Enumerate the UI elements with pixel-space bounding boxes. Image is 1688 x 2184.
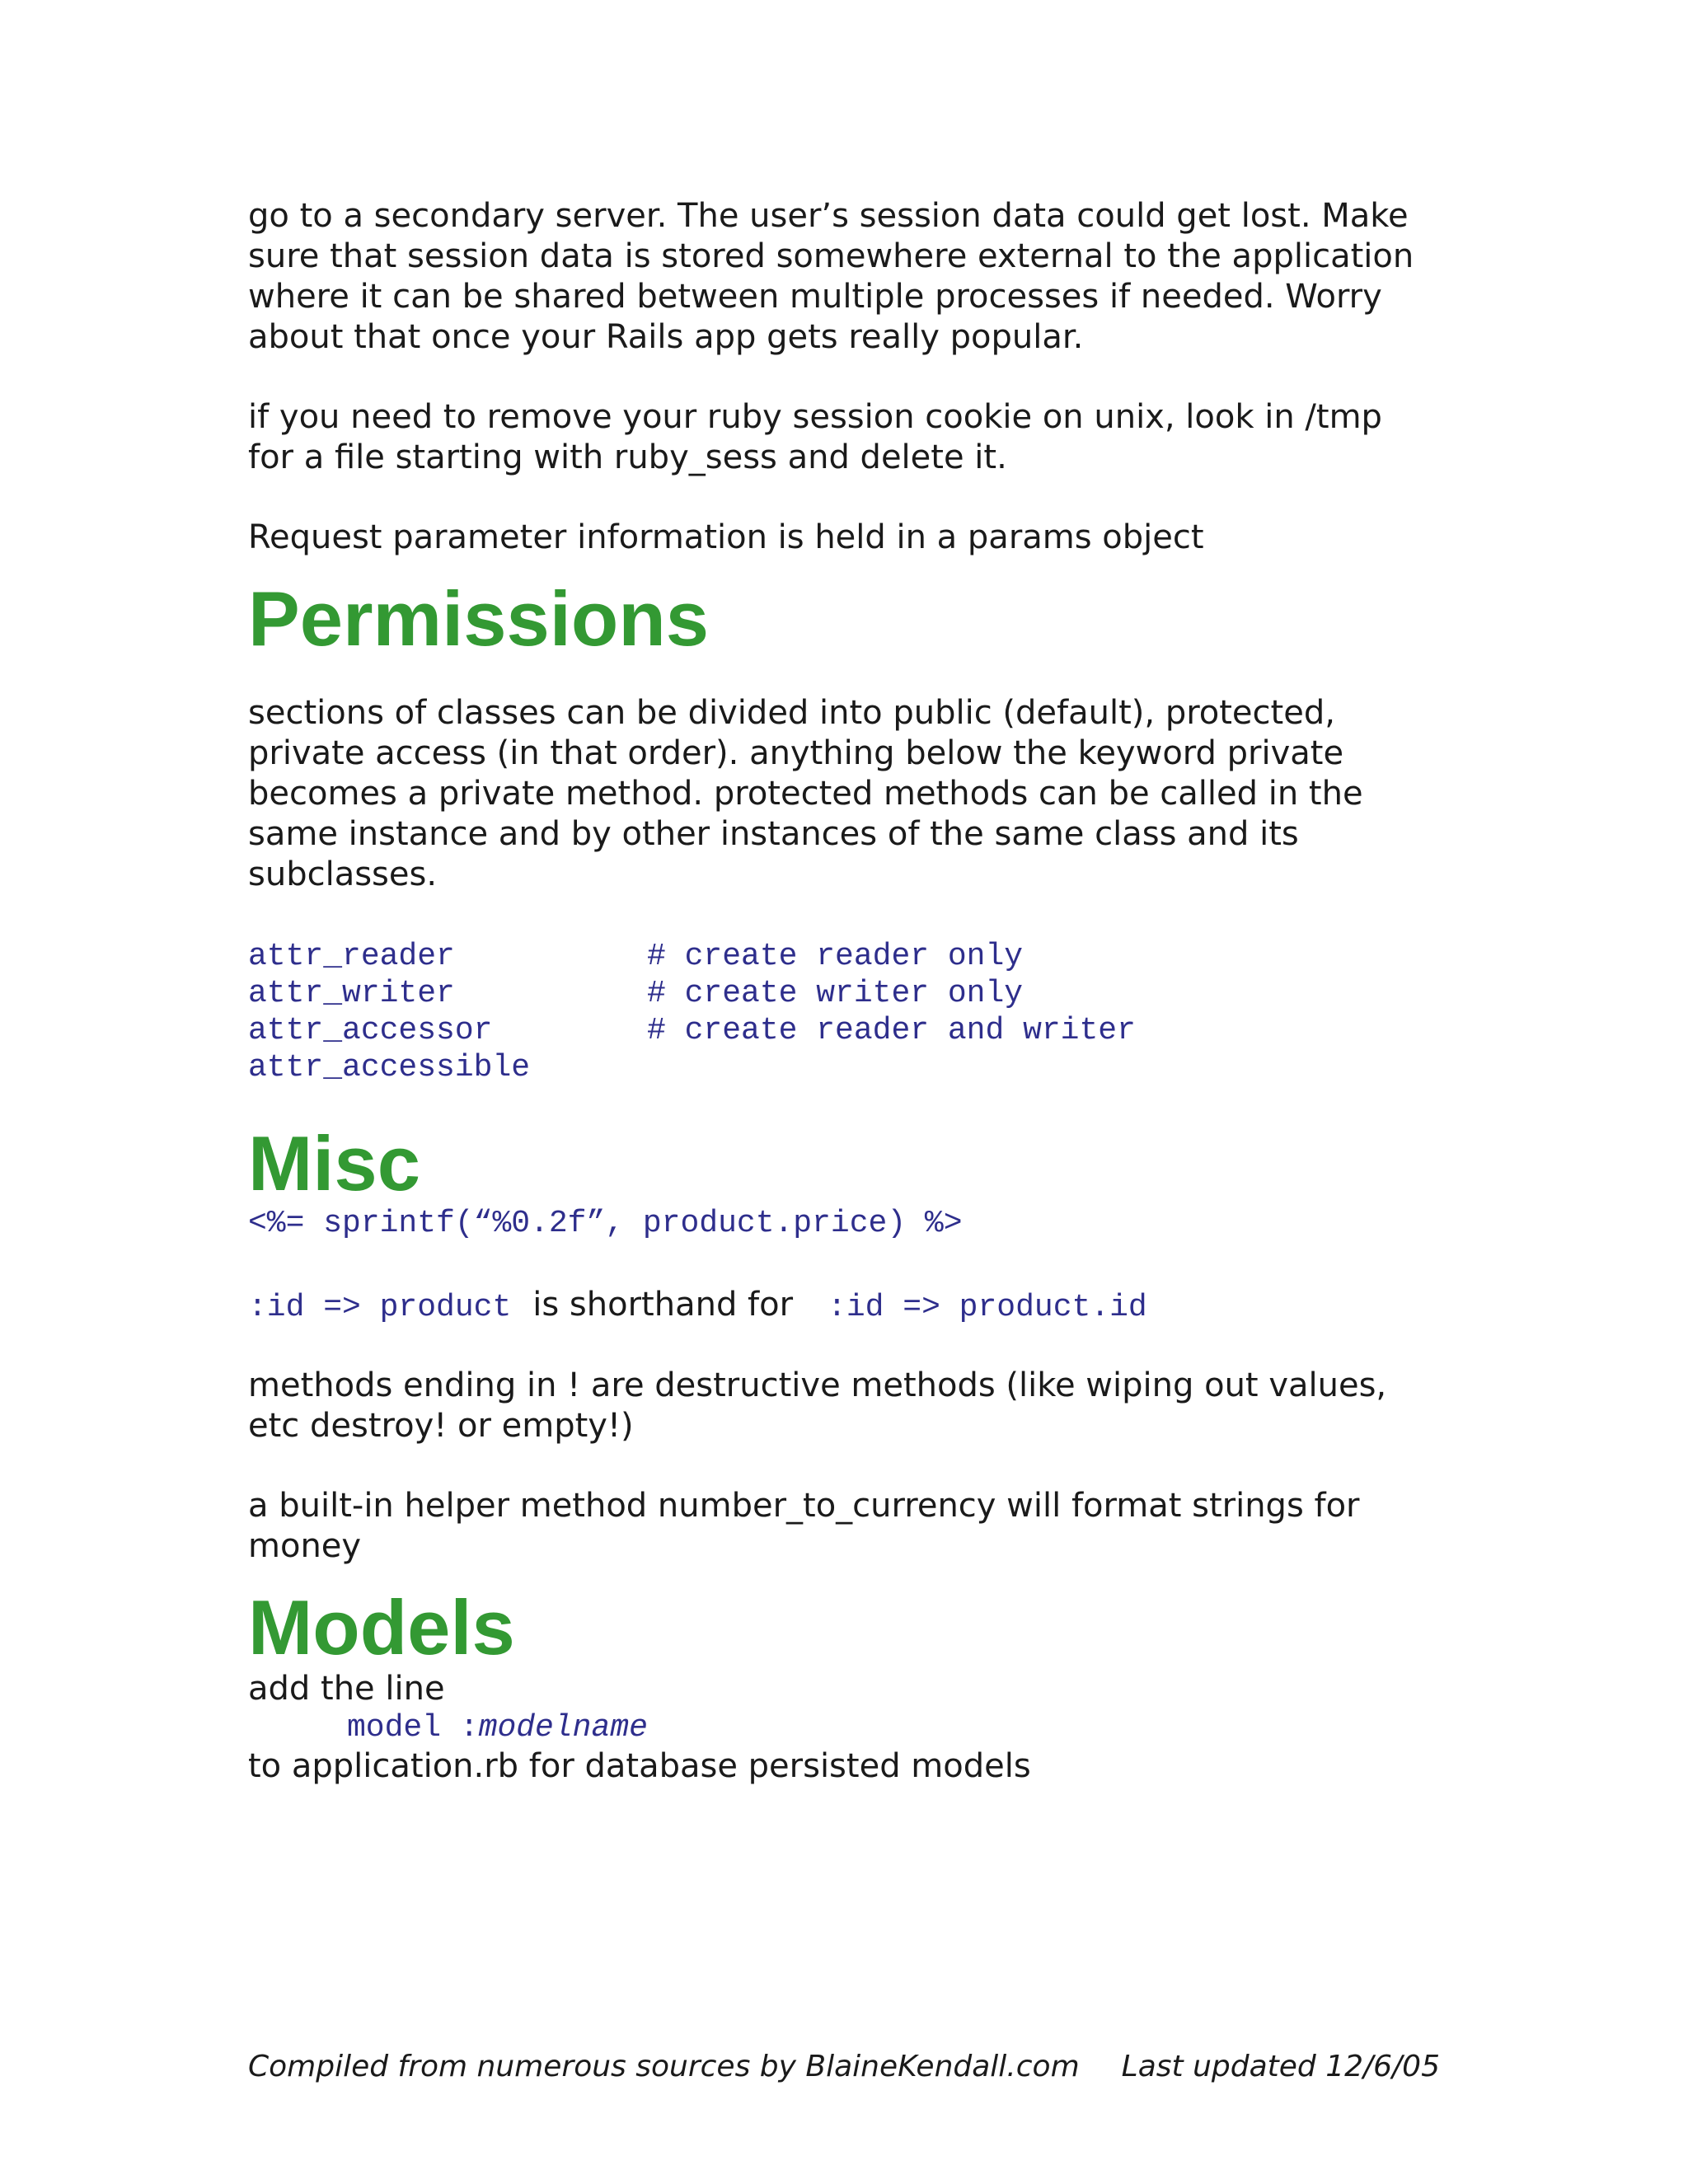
footer-credit: Compiled from numerous sources by BlaineKendall.com — [248, 2050, 1080, 2083]
misc-heading: Misc — [248, 1120, 420, 1207]
shorthand-text: is shorthand for — [532, 1286, 794, 1324]
models-line-2: to application.rb for database persisted models — [248, 1747, 1031, 1785]
model-code-line — [248, 1709, 1468, 1746]
models-heading: Models — [248, 1584, 515, 1671]
sprintf-code: <%= sprintf(“%0.2f”, product.price) %> — [248, 1206, 963, 1241]
code-comment: # create reader only — [647, 939, 1024, 974]
shorthand-code-short: :id => product — [248, 1290, 512, 1325]
intro-paragraph-session: go to a secondary server. The user’s session data could get lost. Make sure that session data is stored somewhere external to the application where it can be shared between multiple processes if needed. Worry about that once your Rails app gets really popular. — [248, 197, 1414, 356]
intro-paragraph-cookie: if you need to remove your ruby session cookie on unix, look in /tmp for a file starting with ruby_sess and delete it. — [248, 398, 1382, 476]
code-keyword: attr_accessor — [248, 1013, 493, 1048]
code-row — [248, 1049, 1468, 1086]
code-comment: # create writer only — [647, 976, 1024, 1011]
code-keyword: attr_reader — [248, 939, 455, 974]
models-line-1: add the line — [248, 1670, 445, 1708]
currency-paragraph: a built-in helper method number_to_currency will format strings for money — [248, 1487, 1360, 1565]
document-page — [248, 196, 1468, 1787]
code-keyword: attr_writer — [248, 976, 455, 1011]
permissions-body: sections of classes can be divided into public (default), protected, private access (in that order). anything below the keyword private becomes a private method. protected methods can be called in the same instance and by other instances of the same class and its subclasses. — [248, 694, 1363, 893]
model-code-prefix: model : — [347, 1710, 479, 1746]
shorthand-code-full: :id => product.id — [828, 1290, 1147, 1325]
attr-code-block — [248, 938, 1468, 1086]
permissions-heading: Permissions — [248, 575, 710, 662]
code-row — [248, 975, 1468, 1012]
code-row — [248, 938, 1468, 975]
footer-updated: Last updated 12/6/05 — [1121, 2050, 1440, 2083]
intro-paragraph-params: Request parameter information is held in a params object — [248, 518, 1204, 556]
code-comment: # create reader and writer — [647, 1013, 1136, 1048]
shorthand-line — [248, 1285, 1468, 1326]
code-row — [248, 1012, 1468, 1049]
code-keyword: attr_accessible — [248, 1050, 531, 1085]
bang-methods-paragraph: methods ending in ! are destructive methods (like wiping out values, etc destroy! or empty!) — [248, 1366, 1387, 1445]
model-code-name: modelname — [478, 1710, 648, 1746]
